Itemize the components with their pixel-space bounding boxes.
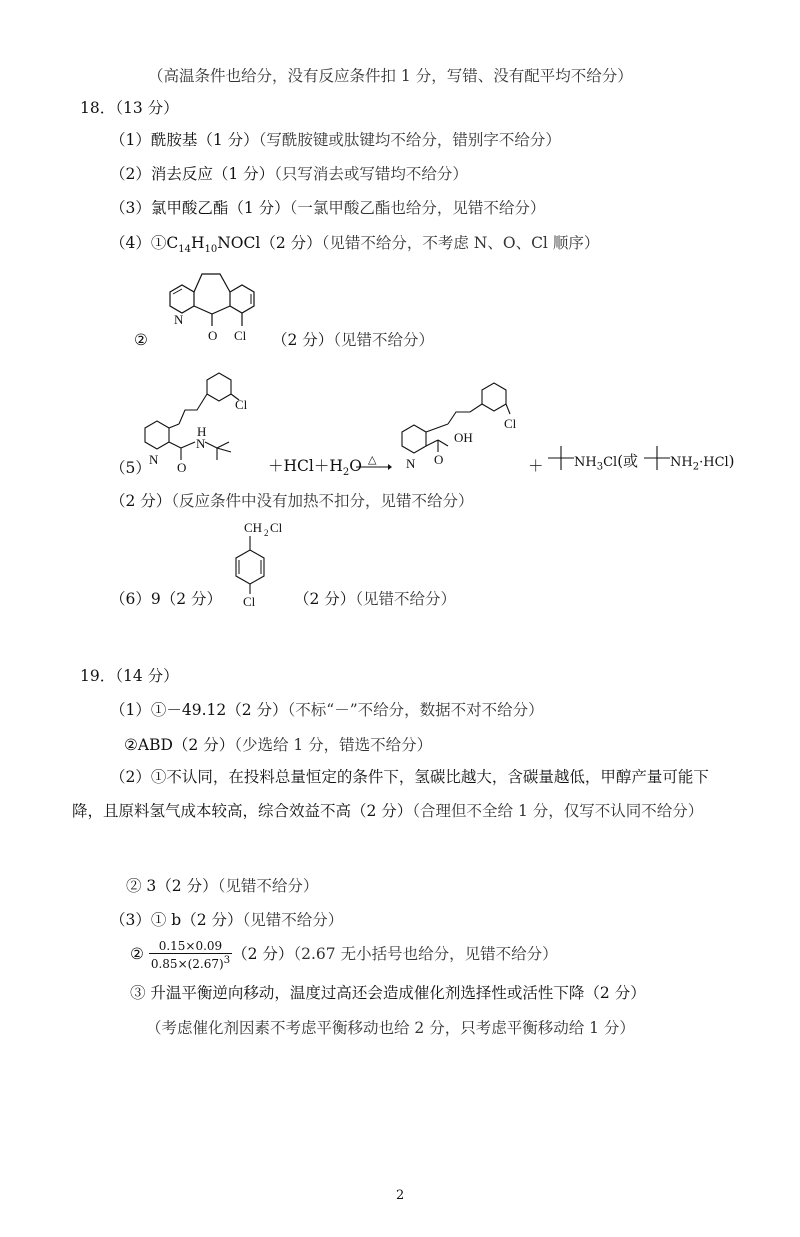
acid-o-label: O	[434, 452, 444, 467]
q19-part1a-label: （1）①－49.12（2 分）	[110, 701, 288, 719]
acid-cl-label: Cl	[504, 416, 517, 431]
q19-header: 19．（14 分）	[80, 667, 179, 685]
q18-part2	[110, 164, 468, 184]
q19-part3a-label: （3）① b（2 分）	[110, 911, 243, 929]
q18-part2-label: （2）消去反应（1 分）	[110, 165, 275, 183]
reaction-reagents	[268, 456, 362, 483]
ch2cl-b: Cl	[270, 520, 283, 535]
q18-part4-2-circle: ②	[134, 331, 148, 349]
byproduct-plus: ＋	[528, 457, 544, 475]
q19-part2-note: （合理但不全给 1 分，仅写不认同不给分）	[412, 802, 704, 820]
q18-part5-score	[110, 491, 474, 511]
q19-part2-text: （2）①不认同，在投料总量恒定的条件下，氢碳比越大，含碳量越低，甲醇产量可能下降，且原料氢气成本较高，综合效益不高（2 分）	[72, 768, 709, 820]
q19-part1a	[110, 700, 544, 720]
amide-cl-label: Cl	[235, 397, 248, 412]
acid-product-structure	[392, 372, 522, 482]
q18-part6-label: （6）9（2 分）	[110, 590, 223, 608]
q18-part5-score-label: （2 分）	[110, 492, 172, 510]
q19-part1b-label: ②ABD（2 分）	[124, 736, 235, 754]
kp-denominator	[149, 954, 232, 971]
q19-part3b-note: （2.67 无小括号也给分，见错不给分）	[293, 945, 558, 963]
q18-part4	[110, 233, 599, 260]
amine2-hcl: ·HCl	[699, 455, 729, 470]
amide-o-label: O	[177, 460, 187, 475]
q18-part4-sub2: 10	[204, 244, 218, 256]
q18-part6-score	[294, 589, 456, 609]
q18-part6-note: （见错不给分）	[355, 590, 457, 608]
kp-denominator-base: 0.85×(2.67)	[150, 957, 224, 971]
q18-part4-formula-c: NOCl（2 分）	[217, 234, 322, 252]
byproduct-amine-hcl	[670, 451, 735, 478]
q19-part1b-note: （少选给 1 分，错选不给分）	[234, 736, 433, 754]
q19-part2b-label: ② 3（2 分）	[126, 877, 218, 895]
amine2-nh: NH	[670, 455, 693, 470]
q19-part3b	[130, 937, 558, 971]
q18-part5-note: （反应条件中没有加热不扣分，见错不给分）	[171, 492, 474, 510]
q19-part1b	[124, 735, 432, 755]
tert-butyl-1-structure	[544, 442, 578, 472]
kp-numerator: 0.15×0.09	[149, 939, 232, 954]
q18-part2-note: （只写消去或写错均不给分）	[274, 165, 468, 183]
kp-denominator-exp: 3	[223, 955, 231, 966]
q18-part1-label: （1）酰胺基（1 分）	[110, 131, 259, 149]
amine-cl: Cl	[603, 455, 618, 470]
q19-part3c: ③ 升温平衡逆向移动，温度过高还会造成催化剂选择性或活性下降（2 分）	[130, 984, 646, 1002]
ketone-structure	[150, 262, 270, 352]
q18-part4-formula-a: （4）①C	[110, 234, 179, 252]
amine-nh: NH	[574, 455, 597, 470]
q19-part3c-note: （考虑催化剂因素不考虑平衡移动也给 2 分，只考虑平衡移动给 1 分）	[146, 1019, 635, 1037]
q18-part6-score-label: （2 分）	[294, 590, 356, 608]
q18-part3-label: （3）氯甲酸乙酯（1 分）	[110, 199, 290, 217]
ch2cl-a: CH	[244, 520, 263, 535]
ketone-n-label: N	[174, 312, 184, 327]
para-cl-label: Cl	[243, 594, 256, 609]
q19-part2b	[126, 876, 318, 896]
kp-fraction	[149, 939, 232, 971]
q18-header: 18．（13 分）	[80, 99, 179, 117]
water-sub: 2	[342, 467, 350, 479]
q19-part2b-note: （见错不给分）	[217, 877, 319, 895]
q18-part4-sub1: 14	[178, 244, 191, 256]
q19-part3a-note: （见错不给分）	[242, 911, 344, 929]
q18-part5-label: （5）	[110, 459, 151, 477]
reaction-arrow	[356, 462, 392, 472]
ch2cl-sub: 2	[264, 528, 269, 538]
page-number: 2	[396, 1188, 405, 1203]
q18-part3	[110, 198, 545, 218]
amine-sub: 3	[596, 461, 604, 473]
amide-h-label: H	[197, 424, 207, 439]
q18-part4-2-score	[272, 330, 434, 350]
q19-part2-paragraph	[72, 760, 738, 828]
q18-part4-2-note: （见错不给分）	[333, 331, 435, 349]
amine2-sub: 2	[692, 461, 700, 473]
q18-part3-note: （一氯甲酸乙酯也给分，见错不给分）	[289, 199, 546, 217]
q18-part1	[110, 130, 561, 150]
amide-ring-n-label: N	[149, 452, 159, 467]
tert-butyl-2-structure	[640, 442, 674, 472]
amide-reactant-structure	[135, 368, 255, 478]
amide-nh-label: N	[196, 436, 206, 451]
reagents-hcl-h: ＋HCl＋H	[268, 457, 343, 475]
q19-part1a-note: （不标“－”不给分，数据不对不给分）	[287, 701, 544, 719]
q18-part1-note: （写酰胺键或肽键均不给分，错别字不给分）	[258, 131, 561, 149]
q18-part4-note: （见错不给分，不考虑 N、O、Cl 顺序）	[321, 234, 600, 252]
q19-part3b-score: （2 分）	[232, 945, 294, 963]
acid-oh-label: OH	[454, 430, 473, 445]
ketone-cl-label: Cl	[234, 328, 247, 343]
heat-symbol: △	[368, 453, 377, 466]
top-note: （高温条件也给分，没有反应条件扣 1 分，写错、没有配平均不给分）	[148, 67, 633, 85]
or-open: (或	[617, 452, 639, 470]
q18-part4-formula-b: H	[190, 234, 205, 252]
q19-part3b-circle: ②	[130, 945, 144, 963]
byproduct-amine-salt	[574, 451, 638, 478]
chlorobenzyl-chloride-structure	[220, 520, 290, 612]
water-o: O	[349, 457, 362, 475]
ketone-o-label: O	[208, 328, 218, 343]
acid-ring-n-label: N	[406, 456, 416, 471]
or-close: )	[728, 452, 735, 470]
q19-part3a	[110, 910, 343, 930]
q18-part4-2-score-label: （2 分）	[272, 331, 334, 349]
